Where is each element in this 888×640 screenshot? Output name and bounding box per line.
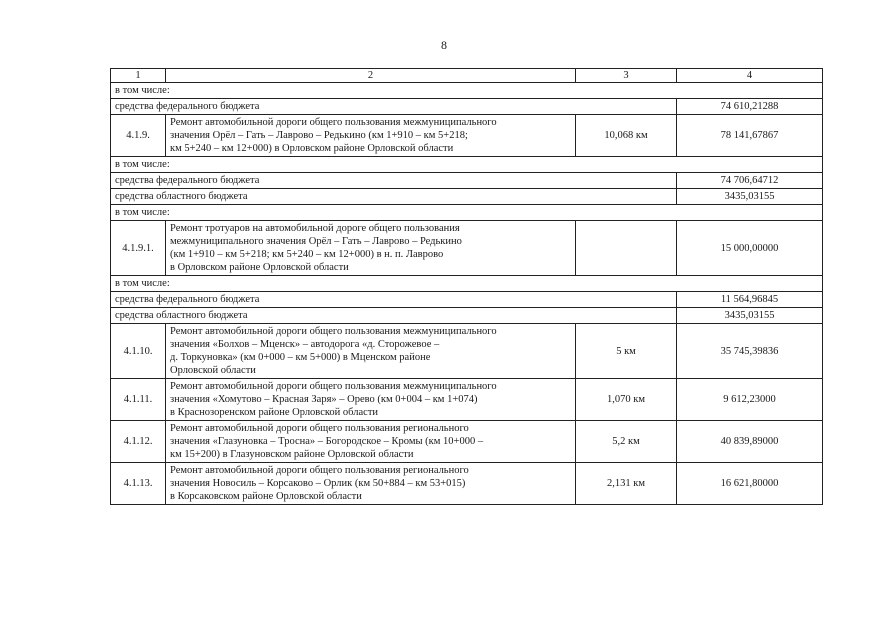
- description-line: Ремонт автомобильной дороги общего пользования межмуниципального: [170, 117, 497, 128]
- table-row: [111, 292, 823, 308]
- description-line: Ремонт автомобильной дороги общего пользования межмуниципального: [170, 381, 497, 392]
- description-line: Ремонт автомобильной дороги общего пользования регионального: [170, 423, 469, 434]
- table-row: [111, 115, 823, 157]
- column-header: 4: [677, 69, 823, 83]
- table-row: [111, 379, 823, 421]
- item-length: 10,068 км: [576, 115, 677, 157]
- item-amount: 9 612,23000: [677, 379, 823, 421]
- table-row: [111, 308, 823, 324]
- table-row: [111, 421, 823, 463]
- description-line: значения «Хомутово – Красная Заря» – Орево (км 0+004 – км 1+074): [170, 394, 478, 405]
- page-number: 8: [441, 38, 447, 52]
- table-row: [111, 157, 823, 173]
- table-row: [111, 173, 823, 189]
- budget-source: средства областного бюджета: [111, 189, 677, 205]
- item-length: 5,2 км: [576, 421, 677, 463]
- subtotal-label: в том числе:: [111, 205, 823, 221]
- item-amount: 35 745,39836: [677, 324, 823, 379]
- item-length: 2,131 км: [576, 463, 677, 505]
- description-line: км 5+240 – км 12+000) в Орловском районе Орловской области: [170, 143, 454, 154]
- item-length: 1,070 км: [576, 379, 677, 421]
- budget-source: средства федерального бюджета: [111, 292, 677, 308]
- item-number: 4.1.13.: [111, 463, 166, 505]
- description-line: значения «Болхов – Мценск» – автодорога «д. Сторожевое –: [170, 339, 440, 350]
- table-body: [111, 69, 823, 505]
- item-description: [166, 324, 576, 379]
- item-number: 4.1.10.: [111, 324, 166, 379]
- description-line: значения «Глазуновка – Тросна» – Богородское – Кромы (км 10+000 –: [170, 436, 484, 447]
- item-number: 4.1.12.: [111, 421, 166, 463]
- item-number: 4.1.9.1.: [111, 221, 166, 276]
- item-number: 4.1.11.: [111, 379, 166, 421]
- item-number: 4.1.9.: [111, 115, 166, 157]
- item-length: [576, 221, 677, 276]
- description-line: в Орловском районе Орловской области: [170, 262, 349, 273]
- budget-amount: 3435,03155: [677, 189, 823, 205]
- table-row: [111, 83, 823, 99]
- description-line: Орловской области: [170, 365, 256, 376]
- table-row: [111, 463, 823, 505]
- column-header: 2: [166, 69, 576, 83]
- budget-table: [110, 68, 823, 505]
- subtotal-label: в том числе:: [111, 157, 823, 173]
- description-line: д. Торкуновка» (км 0+000 – км 5+000) в Мценском районе: [170, 352, 431, 363]
- description-line: Ремонт автомобильной дороги общего пользования межмуниципального: [170, 326, 497, 337]
- item-description: [166, 463, 576, 505]
- table-row: [111, 221, 823, 276]
- budget-source: средства федерального бюджета: [111, 173, 677, 189]
- column-header: 3: [576, 69, 677, 83]
- description-line: Ремонт тротуаров на автомобильной дороге общего пользования: [170, 223, 460, 234]
- subtotal-label: в том числе:: [111, 83, 823, 99]
- description-line: км 15+200) в Глазуновском районе Орловской области: [170, 449, 414, 460]
- description-line: Ремонт автомобильной дороги общего пользования регионального: [170, 465, 469, 476]
- item-length: 5 км: [576, 324, 677, 379]
- item-description: [166, 421, 576, 463]
- table-row: [111, 276, 823, 292]
- table-row: [111, 324, 823, 379]
- item-description: [166, 115, 576, 157]
- table-row: [111, 99, 823, 115]
- table-row: [111, 189, 823, 205]
- item-description: [166, 379, 576, 421]
- description-line: в Краснозоренском районе Орловской области: [170, 407, 379, 418]
- description-line: значения Новосиль – Корсаково – Орлик (км 50+884 – км 53+015): [170, 478, 466, 489]
- budget-amount: 3435,03155: [677, 308, 823, 324]
- budget-amount: 11 564,96845: [677, 292, 823, 308]
- subtotal-label: в том числе:: [111, 276, 823, 292]
- description-line: межмуниципального значения Орёл – Гать – Лаврово – Редькино: [170, 236, 462, 247]
- item-amount: 16 621,80000: [677, 463, 823, 505]
- table-row: [111, 205, 823, 221]
- item-amount: 15 000,00000: [677, 221, 823, 276]
- budget-amount: 74 610,21288: [677, 99, 823, 115]
- budget-source: средства федерального бюджета: [111, 99, 677, 115]
- description-line: в Корсаковском районе Орловской области: [170, 491, 362, 502]
- table-header-row: [111, 69, 823, 83]
- budget-source: средства областного бюджета: [111, 308, 677, 324]
- description-line: значения Орёл – Гать – Лаврово – Редькино (км 1+910 – км 5+218;: [170, 130, 468, 141]
- description-line: (км 1+910 – км 5+218; км 5+240 – км 12+000) в н. п. Лаврово: [170, 249, 444, 260]
- column-header: 1: [111, 69, 166, 83]
- item-amount: 78 141,67867: [677, 115, 823, 157]
- budget-amount: 74 706,64712: [677, 173, 823, 189]
- item-description: [166, 221, 576, 276]
- item-amount: 40 839,89000: [677, 421, 823, 463]
